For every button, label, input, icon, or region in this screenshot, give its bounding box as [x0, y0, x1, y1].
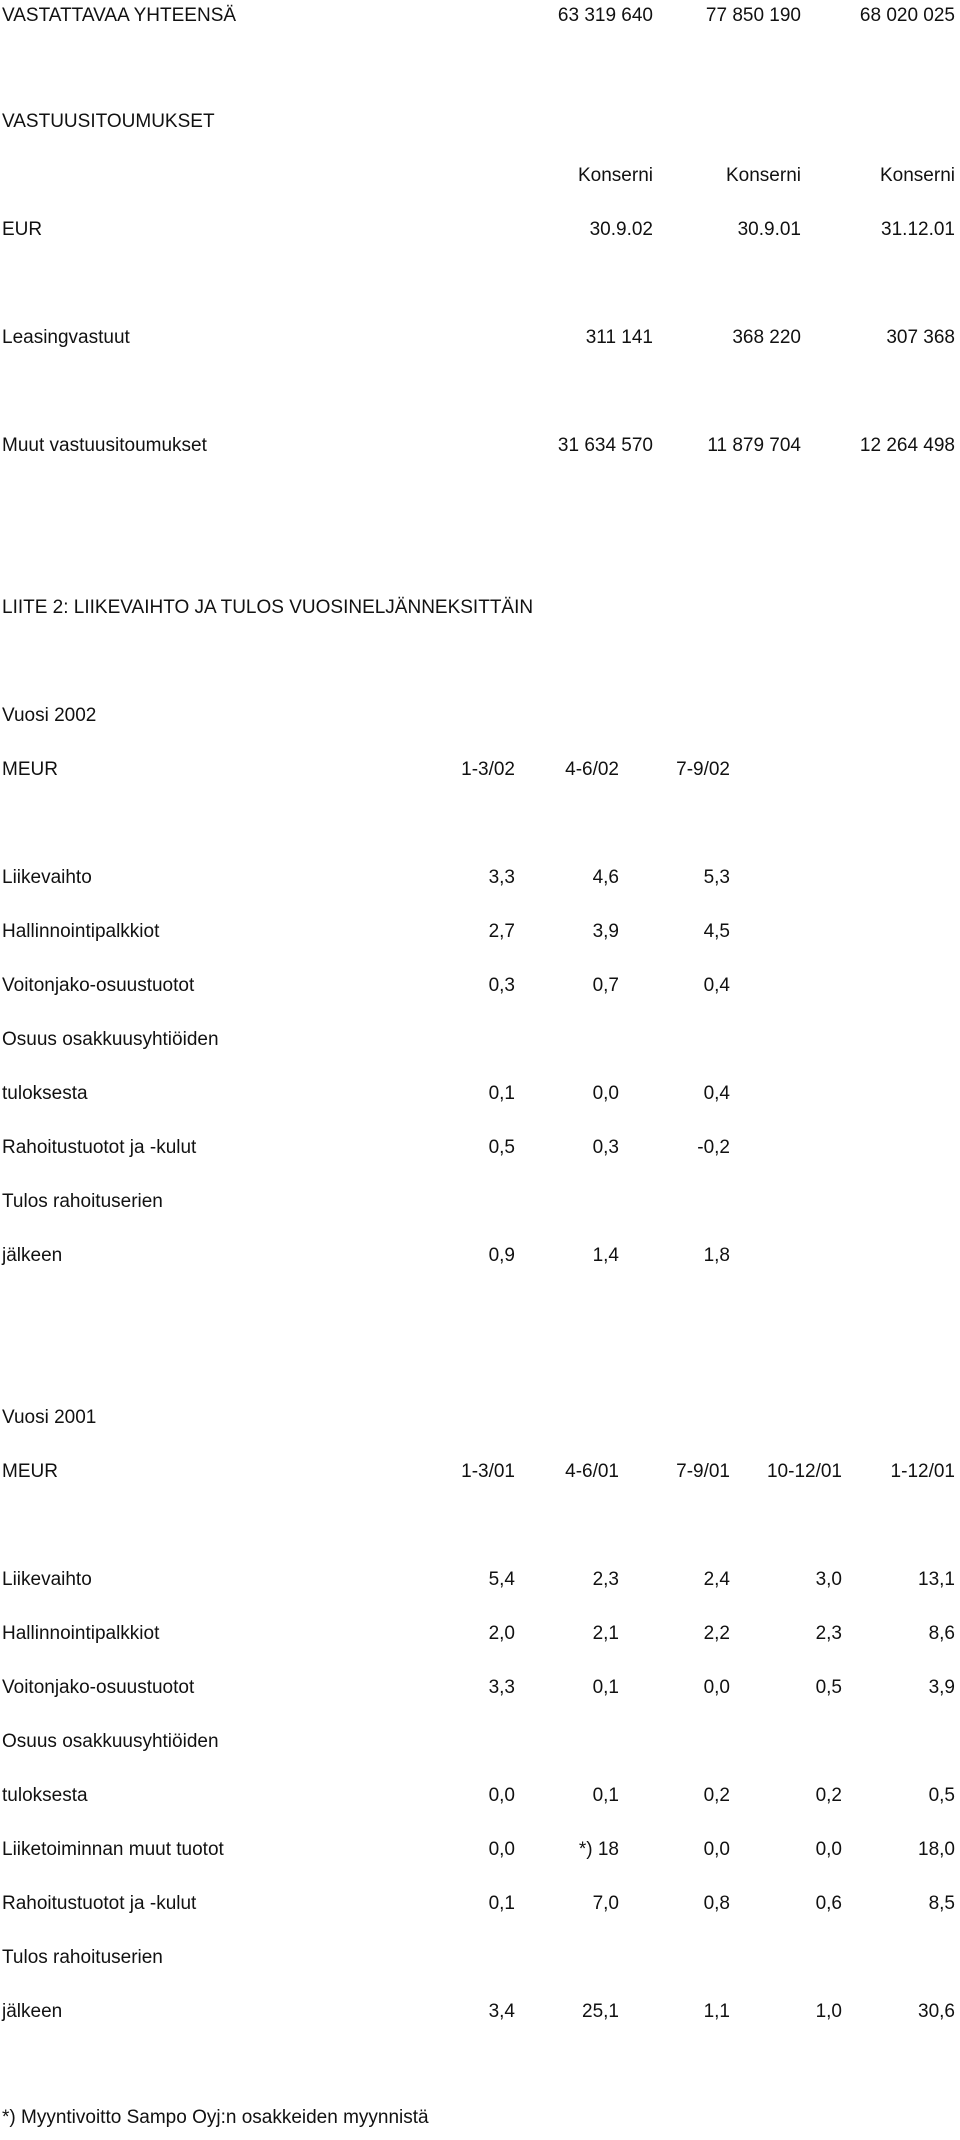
- value-cell: 8,5: [928, 1893, 955, 1914]
- value-cell: 3,9: [592, 921, 619, 942]
- value-cell: 2,3: [592, 1569, 619, 1590]
- value-cell: 0,1: [488, 1083, 515, 1104]
- value-cell: 25,1: [582, 2001, 619, 2022]
- value-cell: 0,0: [703, 1677, 730, 1698]
- value-cell: 0,4: [703, 975, 730, 996]
- table-row: [0, 1944, 960, 1972]
- period-header-row: [0, 756, 960, 784]
- table-row: [0, 864, 960, 892]
- column-header: 4-6/02: [565, 759, 619, 780]
- value-cell: 0,1: [592, 1785, 619, 1806]
- value-cell: 3,4: [488, 2001, 515, 2022]
- value-cell: 307 368: [886, 327, 955, 348]
- footnote: *) Myyntivoitto Sampo Oyj:n osakkeiden myynnistä: [2, 2107, 429, 2128]
- table-row: [0, 1998, 960, 2026]
- value-cell: 0,9: [488, 1245, 515, 1266]
- value-cell: 1,0: [815, 2001, 842, 2022]
- value-cell: 0,5: [928, 1785, 955, 1806]
- row-label: Rahoitustuotot ja -kulut: [2, 1893, 197, 1914]
- value-cell: 2,1: [592, 1623, 619, 1644]
- row-label: Tulos rahoituserien: [2, 1947, 163, 1968]
- value-cell: 7,0: [592, 1893, 619, 1914]
- year-label: Vuosi 2002: [2, 705, 97, 726]
- value-cell: 68 020 025: [859, 5, 955, 26]
- value-cell: 63 319 640: [557, 5, 653, 26]
- unit-label: MEUR: [2, 759, 58, 780]
- value-cell: 0,5: [815, 1677, 842, 1698]
- row-label: Rahoitustuotot ja -kulut: [2, 1137, 197, 1158]
- row-label: Muut vastuusitoumukset: [2, 435, 207, 456]
- value-cell: 4,5: [703, 921, 730, 942]
- column-header: 30.9.02: [589, 219, 653, 240]
- table-row: [0, 1188, 960, 1216]
- row-label: Liikevaihto: [2, 1569, 92, 1590]
- table-row: [0, 324, 960, 352]
- date-header-row: [0, 216, 960, 244]
- value-cell: 2,4: [703, 1569, 730, 1590]
- value-cell: 0,1: [488, 1893, 515, 1914]
- column-header: Konserni: [578, 165, 653, 186]
- total-liabilities-row: [0, 2, 960, 30]
- value-cell: 2,3: [815, 1623, 842, 1644]
- table-row: [0, 1728, 960, 1756]
- value-cell: 0,4: [703, 1083, 730, 1104]
- column-header: 10-12/01: [766, 1461, 842, 1482]
- value-cell: -0,2: [697, 1137, 730, 1158]
- row-label: Osuus osakkuusyhtiöiden: [2, 1029, 219, 1050]
- column-header: 4-6/01: [565, 1461, 619, 1482]
- value-cell: 0,0: [815, 1839, 842, 1860]
- row-label: jälkeen: [2, 1245, 63, 1266]
- row-label: Hallinnointipalkkiot: [2, 921, 160, 942]
- value-cell: 0,0: [488, 1785, 515, 1806]
- value-cell: 5,4: [488, 1569, 515, 1590]
- value-cell: 0,3: [592, 1137, 619, 1158]
- column-header: 7-9/01: [676, 1461, 730, 1482]
- value-cell: 13,1: [918, 1569, 955, 1590]
- row-label: Voitonjako-osuustuotot: [2, 1677, 195, 1698]
- column-header: 1-3/02: [461, 759, 515, 780]
- column-header: Konserni: [880, 165, 955, 186]
- column-header: Konserni: [726, 165, 801, 186]
- column-header: 31.12.01: [881, 219, 955, 240]
- value-cell: 3,9: [928, 1677, 955, 1698]
- value-cell: 77 850 190: [705, 5, 801, 26]
- value-cell: 3,3: [488, 1677, 515, 1698]
- value-cell: 1,1: [703, 2001, 730, 2022]
- row-label: Liiketoiminnan muut tuotot: [2, 1839, 224, 1860]
- row-label: Leasingvastuut: [2, 327, 130, 348]
- value-cell: 0,1: [592, 1677, 619, 1698]
- table-row: [0, 1890, 960, 1918]
- table-row: [0, 1134, 960, 1162]
- column-header: 1-3/01: [461, 1461, 515, 1482]
- table-row: [0, 1566, 960, 1594]
- table-row: [0, 1620, 960, 1648]
- value-cell: 1,8: [703, 1245, 730, 1266]
- row-label: tuloksesta: [2, 1785, 88, 1806]
- row-label: VASTATTAVAA YHTEENSÄ: [2, 5, 237, 26]
- section-title: VASTUUSITOUMUKSET: [2, 111, 215, 132]
- value-cell: 1,4: [592, 1245, 619, 1266]
- value-cell: 0,2: [703, 1785, 730, 1806]
- value-cell: 311 141: [585, 327, 653, 348]
- value-cell: 2,0: [488, 1623, 515, 1644]
- value-cell: 3,3: [488, 867, 515, 888]
- table-row: [0, 1026, 960, 1054]
- value-cell: 0,0: [703, 1839, 730, 1860]
- table-row: [0, 1242, 960, 1270]
- table-row: [0, 1782, 960, 1810]
- value-cell: 0,8: [703, 1893, 730, 1914]
- column-header: 30.9.01: [737, 219, 801, 240]
- value-cell: 0,3: [488, 975, 515, 996]
- year-label: Vuosi 2001: [2, 1407, 97, 1428]
- row-label: Tulos rahoituserien: [2, 1191, 163, 1212]
- row-label: Hallinnointipalkkiot: [2, 1623, 160, 1644]
- table-row: [0, 1674, 960, 1702]
- column-header: 7-9/02: [676, 759, 730, 780]
- value-cell: 31 634 570: [557, 435, 653, 456]
- group-header-row: [0, 162, 960, 190]
- value-cell: 4,6: [592, 867, 619, 888]
- period-header-row: [0, 1458, 960, 1486]
- value-cell: 0,5: [488, 1137, 515, 1158]
- table-row: [0, 918, 960, 946]
- currency-label: EUR: [2, 219, 43, 240]
- row-label: Liikevaihto: [2, 867, 92, 888]
- unit-label: MEUR: [2, 1461, 58, 1482]
- value-cell: 11 879 704: [707, 435, 801, 456]
- value-cell: 18,0: [918, 1839, 955, 1860]
- table-row: [0, 1836, 960, 1864]
- value-cell: *) 18: [578, 1839, 619, 1860]
- value-cell: 2,2: [703, 1623, 730, 1644]
- value-cell: 0,2: [815, 1785, 842, 1806]
- value-cell: 0,6: [815, 1893, 842, 1914]
- value-cell: 0,0: [488, 1839, 515, 1860]
- value-cell: 3,0: [815, 1569, 842, 1590]
- row-label: jälkeen: [2, 2001, 63, 2022]
- value-cell: 0,7: [592, 975, 619, 996]
- table-row: [0, 972, 960, 1000]
- value-cell: 368 220: [732, 327, 801, 348]
- value-cell: 30,6: [918, 2001, 955, 2022]
- value-cell: 2,7: [488, 921, 515, 942]
- column-header: 1-12/01: [890, 1461, 955, 1482]
- value-cell: 12 264 498: [859, 435, 955, 456]
- row-label: Voitonjako-osuustuotot: [2, 975, 195, 996]
- row-label: Osuus osakkuusyhtiöiden: [2, 1731, 219, 1752]
- value-cell: 5,3: [703, 867, 730, 888]
- appendix-title: LIITE 2: LIIKEVAIHTO JA TULOS VUOSINELJÄNNEKSITTÄIN: [2, 597, 534, 618]
- table-row: [0, 432, 960, 460]
- value-cell: 8,6: [928, 1623, 955, 1644]
- table-row: [0, 1080, 960, 1108]
- value-cell: 0,0: [592, 1083, 619, 1104]
- row-label: tuloksesta: [2, 1083, 88, 1104]
